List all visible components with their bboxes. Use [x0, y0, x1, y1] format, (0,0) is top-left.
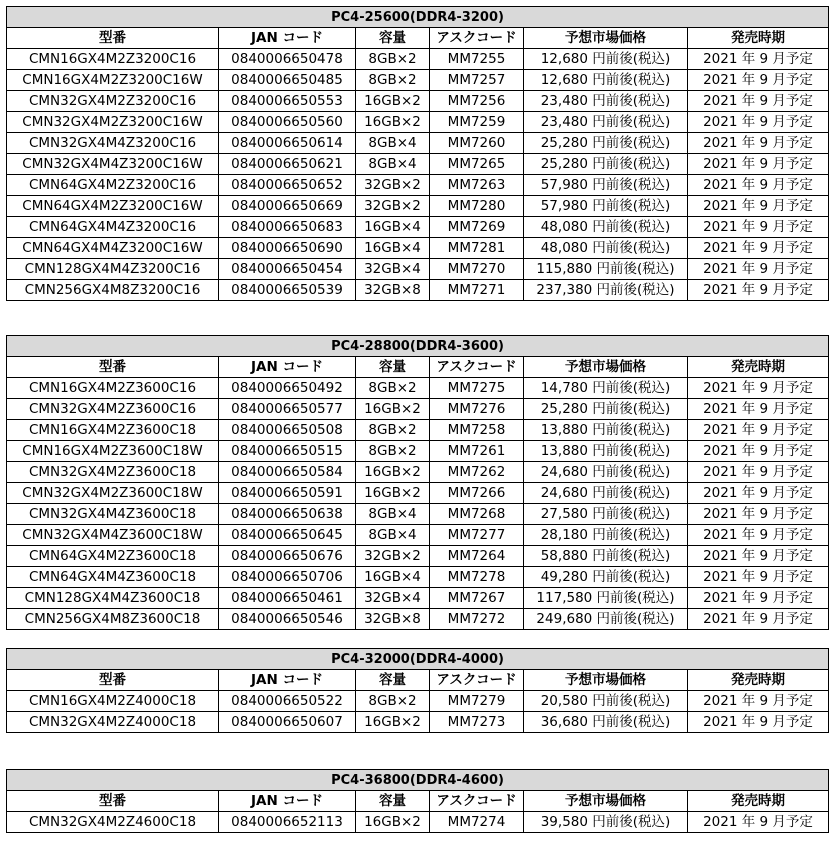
column-header-capacity: 容量: [356, 357, 430, 378]
cell-release: 2021 年 9 月予定: [688, 399, 829, 420]
cell-release: 2021 年 9 月予定: [688, 133, 829, 154]
cell-price: 48,080 円前後(税込): [524, 238, 688, 259]
column-header-ask: アスクコード: [430, 28, 524, 49]
table-row: [7, 91, 829, 112]
section-title-row: [7, 7, 829, 28]
column-header-release: 発売時期: [688, 791, 829, 812]
column-header-jan: JAN コード: [219, 791, 356, 812]
cell-ask: MM7280: [430, 196, 524, 217]
column-header-jan: JAN コード: [219, 670, 356, 691]
cell-ask: MM7264: [430, 546, 524, 567]
cell-capacity: 8GB×2: [356, 70, 430, 91]
cell-release: 2021 年 9 月予定: [688, 609, 829, 630]
cell-price: 12,680 円前後(税込): [524, 70, 688, 91]
cell-ask: MM7262: [430, 462, 524, 483]
column-header-jan: JAN コード: [219, 28, 356, 49]
cell-ask: MM7275: [430, 378, 524, 399]
cell-price: 24,680 円前後(税込): [524, 483, 688, 504]
cell-release: 2021 年 9 月予定: [688, 259, 829, 280]
column-header-price: 予想市場価格: [524, 28, 688, 49]
cell-ask: MM7261: [430, 441, 524, 462]
cell-model: CMN64GX4M2Z3200C16W: [7, 196, 219, 217]
cell-jan: 0840006650645: [219, 525, 356, 546]
cell-jan: 0840006652113: [219, 812, 356, 833]
cell-price: 237,380 円前後(税込): [524, 280, 688, 301]
column-header-capacity: 容量: [356, 28, 430, 49]
cell-capacity: 32GB×4: [356, 588, 430, 609]
cell-release: 2021 年 9 月予定: [688, 525, 829, 546]
table-row: [7, 712, 829, 733]
cell-ask: MM7278: [430, 567, 524, 588]
cell-ask: MM7269: [430, 217, 524, 238]
column-header-ask: アスクコード: [430, 670, 524, 691]
column-header-capacity: 容量: [356, 670, 430, 691]
cell-price: 13,880 円前後(税込): [524, 441, 688, 462]
cell-release: 2021 年 9 月予定: [688, 420, 829, 441]
cell-release: 2021 年 9 月予定: [688, 91, 829, 112]
cell-capacity: 16GB×2: [356, 399, 430, 420]
cell-price: 28,180 円前後(税込): [524, 525, 688, 546]
cell-capacity: 8GB×4: [356, 154, 430, 175]
column-header-release: 発売時期: [688, 670, 829, 691]
cell-model: CMN32GX4M2Z3600C18: [7, 462, 219, 483]
spec-table: [6, 335, 829, 630]
cell-price: 115,880 円前後(税込): [524, 259, 688, 280]
cell-capacity: 8GB×4: [356, 525, 430, 546]
cell-capacity: 16GB×2: [356, 812, 430, 833]
table-row: [7, 280, 829, 301]
section-title: PC4-25600(DDR4-3200): [7, 7, 829, 28]
column-header-row: [7, 28, 829, 49]
cell-jan: 0840006650485: [219, 70, 356, 91]
cell-ask: MM7266: [430, 483, 524, 504]
cell-release: 2021 年 9 月予定: [688, 483, 829, 504]
cell-model: CMN16GX4M2Z3600C18: [7, 420, 219, 441]
cell-ask: MM7258: [430, 420, 524, 441]
cell-price: 14,780 円前後(税込): [524, 378, 688, 399]
table-row: [7, 70, 829, 91]
cell-price: 39,580 円前後(税込): [524, 812, 688, 833]
cell-release: 2021 年 9 月予定: [688, 154, 829, 175]
spec-table: [6, 648, 829, 733]
cell-release: 2021 年 9 月予定: [688, 504, 829, 525]
cell-price: 24,680 円前後(税込): [524, 462, 688, 483]
cell-capacity: 8GB×2: [356, 691, 430, 712]
cell-jan: 0840006650614: [219, 133, 356, 154]
cell-ask: MM7267: [430, 588, 524, 609]
cell-model: CMN128GX4M4Z3200C16: [7, 259, 219, 280]
cell-release: 2021 年 9 月予定: [688, 238, 829, 259]
cell-jan: 0840006650461: [219, 588, 356, 609]
table-row: [7, 609, 829, 630]
table-row: [7, 133, 829, 154]
table-row: [7, 588, 829, 609]
cell-jan: 0840006650683: [219, 217, 356, 238]
section-title: PC4-28800(DDR4-3600): [7, 336, 829, 357]
cell-model: CMN32GX4M2Z3200C16: [7, 91, 219, 112]
cell-ask: MM7281: [430, 238, 524, 259]
table-row: [7, 196, 829, 217]
cell-ask: MM7260: [430, 133, 524, 154]
cell-jan: 0840006650546: [219, 609, 356, 630]
spec-table: [6, 6, 829, 301]
table-row: [7, 420, 829, 441]
column-header-model: 型番: [7, 357, 219, 378]
cell-jan: 0840006650706: [219, 567, 356, 588]
section-title-row: [7, 770, 829, 791]
cell-ask: MM7271: [430, 280, 524, 301]
column-header-model: 型番: [7, 28, 219, 49]
section-title: PC4-32000(DDR4-4000): [7, 649, 829, 670]
cell-capacity: 32GB×8: [356, 280, 430, 301]
cell-ask: MM7256: [430, 91, 524, 112]
cell-capacity: 8GB×4: [356, 133, 430, 154]
column-header-model: 型番: [7, 791, 219, 812]
table-row: [7, 525, 829, 546]
cell-capacity: 16GB×4: [356, 238, 430, 259]
cell-model: CMN64GX4M4Z3200C16W: [7, 238, 219, 259]
cell-model: CMN16GX4M2Z3200C16W: [7, 70, 219, 91]
cell-capacity: 8GB×2: [356, 441, 430, 462]
table-row: [7, 546, 829, 567]
cell-model: CMN256GX4M8Z3200C16: [7, 280, 219, 301]
cell-ask: MM7276: [430, 399, 524, 420]
cell-jan: 0840006650515: [219, 441, 356, 462]
cell-jan: 0840006650539: [219, 280, 356, 301]
column-header-price: 予想市場価格: [524, 357, 688, 378]
cell-model: CMN64GX4M2Z3600C18: [7, 546, 219, 567]
cell-jan: 0840006650690: [219, 238, 356, 259]
cell-model: CMN16GX4M2Z4000C18: [7, 691, 219, 712]
cell-jan: 0840006650584: [219, 462, 356, 483]
cell-release: 2021 年 9 月予定: [688, 175, 829, 196]
cell-jan: 0840006650454: [219, 259, 356, 280]
column-header-ask: アスクコード: [430, 791, 524, 812]
cell-ask: MM7279: [430, 691, 524, 712]
cell-price: 57,980 円前後(税込): [524, 196, 688, 217]
table-row: [7, 154, 829, 175]
column-header-release: 発売時期: [688, 28, 829, 49]
cell-ask: MM7273: [430, 712, 524, 733]
cell-model: CMN32GX4M4Z3600C18: [7, 504, 219, 525]
column-header-ask: アスクコード: [430, 357, 524, 378]
cell-model: CMN64GX4M4Z3200C16: [7, 217, 219, 238]
column-header-price: 予想市場価格: [524, 791, 688, 812]
cell-release: 2021 年 9 月予定: [688, 462, 829, 483]
cell-price: 25,280 円前後(税込): [524, 133, 688, 154]
cell-ask: MM7265: [430, 154, 524, 175]
cell-model: CMN32GX4M2Z3600C16: [7, 399, 219, 420]
cell-price: 58,880 円前後(税込): [524, 546, 688, 567]
cell-price: 36,680 円前後(税込): [524, 712, 688, 733]
cell-price: 49,280 円前後(税込): [524, 567, 688, 588]
table-row: [7, 691, 829, 712]
cell-jan: 0840006650553: [219, 91, 356, 112]
cell-jan: 0840006650607: [219, 712, 356, 733]
cell-model: CMN64GX4M4Z3600C18: [7, 567, 219, 588]
cell-model: CMN32GX4M4Z3200C16W: [7, 154, 219, 175]
cell-ask: MM7274: [430, 812, 524, 833]
table-row: [7, 399, 829, 420]
table-row: [7, 259, 829, 280]
table-row: [7, 112, 829, 133]
cell-release: 2021 年 9 月予定: [688, 217, 829, 238]
cell-price: 27,580 円前後(税込): [524, 504, 688, 525]
cell-capacity: 16GB×2: [356, 91, 430, 112]
section-title: PC4-36800(DDR4-4600): [7, 770, 829, 791]
cell-release: 2021 年 9 月予定: [688, 567, 829, 588]
cell-price: 20,580 円前後(税込): [524, 691, 688, 712]
cell-capacity: 16GB×4: [356, 217, 430, 238]
cell-ask: MM7270: [430, 259, 524, 280]
table-row: [7, 378, 829, 399]
cell-ask: MM7268: [430, 504, 524, 525]
cell-ask: MM7272: [430, 609, 524, 630]
cell-capacity: 8GB×2: [356, 420, 430, 441]
table-row: [7, 812, 829, 833]
cell-jan: 0840006650508: [219, 420, 356, 441]
cell-capacity: 16GB×2: [356, 483, 430, 504]
table-row: [7, 462, 829, 483]
cell-release: 2021 年 9 月予定: [688, 378, 829, 399]
cell-capacity: 16GB×4: [356, 567, 430, 588]
column-header-row: [7, 357, 829, 378]
cell-jan: 0840006650478: [219, 49, 356, 70]
table-row: [7, 441, 829, 462]
cell-capacity: 32GB×8: [356, 609, 430, 630]
cell-model: CMN32GX4M2Z3200C16W: [7, 112, 219, 133]
cell-release: 2021 年 9 月予定: [688, 812, 829, 833]
cell-capacity: 16GB×2: [356, 462, 430, 483]
table-row: [7, 504, 829, 525]
table-row: [7, 217, 829, 238]
table-row: [7, 49, 829, 70]
cell-release: 2021 年 9 月予定: [688, 691, 829, 712]
cell-model: CMN32GX4M4Z3600C18W: [7, 525, 219, 546]
column-header-row: [7, 670, 829, 691]
cell-release: 2021 年 9 月予定: [688, 70, 829, 91]
cell-release: 2021 年 9 月予定: [688, 112, 829, 133]
table-row: [7, 483, 829, 504]
cell-capacity: 16GB×2: [356, 112, 430, 133]
cell-ask: MM7255: [430, 49, 524, 70]
cell-model: CMN32GX4M2Z4600C18: [7, 812, 219, 833]
section-title-row: [7, 336, 829, 357]
column-header-model: 型番: [7, 670, 219, 691]
section-title-row: [7, 649, 829, 670]
cell-jan: 0840006650669: [219, 196, 356, 217]
table-row: [7, 238, 829, 259]
cell-ask: MM7259: [430, 112, 524, 133]
cell-ask: MM7257: [430, 70, 524, 91]
cell-capacity: 8GB×2: [356, 378, 430, 399]
cell-model: CMN32GX4M4Z3200C16: [7, 133, 219, 154]
column-header-row: [7, 791, 829, 812]
cell-model: CMN16GX4M2Z3200C16: [7, 49, 219, 70]
column-header-price: 予想市場価格: [524, 670, 688, 691]
cell-capacity: 32GB×2: [356, 175, 430, 196]
cell-release: 2021 年 9 月予定: [688, 196, 829, 217]
cell-model: CMN64GX4M2Z3200C16: [7, 175, 219, 196]
cell-ask: MM7263: [430, 175, 524, 196]
cell-jan: 0840006650621: [219, 154, 356, 175]
cell-price: 23,480 円前後(税込): [524, 112, 688, 133]
cell-price: 13,880 円前後(税込): [524, 420, 688, 441]
column-header-jan: JAN コード: [219, 357, 356, 378]
cell-ask: MM7277: [430, 525, 524, 546]
cell-release: 2021 年 9 月予定: [688, 280, 829, 301]
cell-jan: 0840006650676: [219, 546, 356, 567]
table-row: [7, 567, 829, 588]
cell-price: 25,280 円前後(税込): [524, 399, 688, 420]
column-header-release: 発売時期: [688, 357, 829, 378]
cell-model: CMN128GX4M4Z3600C18: [7, 588, 219, 609]
cell-price: 57,980 円前後(税込): [524, 175, 688, 196]
cell-jan: 0840006650560: [219, 112, 356, 133]
cell-price: 25,280 円前後(税込): [524, 154, 688, 175]
cell-price: 48,080 円前後(税込): [524, 217, 688, 238]
cell-capacity: 32GB×4: [356, 259, 430, 280]
cell-capacity: 8GB×2: [356, 49, 430, 70]
cell-release: 2021 年 9 月予定: [688, 588, 829, 609]
cell-capacity: 32GB×2: [356, 196, 430, 217]
cell-model: CMN16GX4M2Z3600C18W: [7, 441, 219, 462]
column-header-capacity: 容量: [356, 791, 430, 812]
cell-model: CMN256GX4M8Z3600C18: [7, 609, 219, 630]
cell-price: 23,480 円前後(税込): [524, 91, 688, 112]
spec-table: [6, 769, 829, 833]
cell-release: 2021 年 9 月予定: [688, 546, 829, 567]
cell-price: 12,680 円前後(税込): [524, 49, 688, 70]
cell-jan: 0840006650591: [219, 483, 356, 504]
cell-price: 117,580 円前後(税込): [524, 588, 688, 609]
cell-jan: 0840006650522: [219, 691, 356, 712]
cell-model: CMN16GX4M2Z3600C16: [7, 378, 219, 399]
cell-price: 249,680 円前後(税込): [524, 609, 688, 630]
cell-jan: 0840006650638: [219, 504, 356, 525]
cell-model: CMN32GX4M2Z3600C18W: [7, 483, 219, 504]
cell-capacity: 16GB×2: [356, 712, 430, 733]
table-row: [7, 175, 829, 196]
cell-model: CMN32GX4M2Z4000C18: [7, 712, 219, 733]
cell-release: 2021 年 9 月予定: [688, 712, 829, 733]
cell-jan: 0840006650577: [219, 399, 356, 420]
cell-capacity: 32GB×2: [356, 546, 430, 567]
cell-jan: 0840006650652: [219, 175, 356, 196]
cell-capacity: 8GB×4: [356, 504, 430, 525]
cell-jan: 0840006650492: [219, 378, 356, 399]
cell-release: 2021 年 9 月予定: [688, 49, 829, 70]
cell-release: 2021 年 9 月予定: [688, 441, 829, 462]
